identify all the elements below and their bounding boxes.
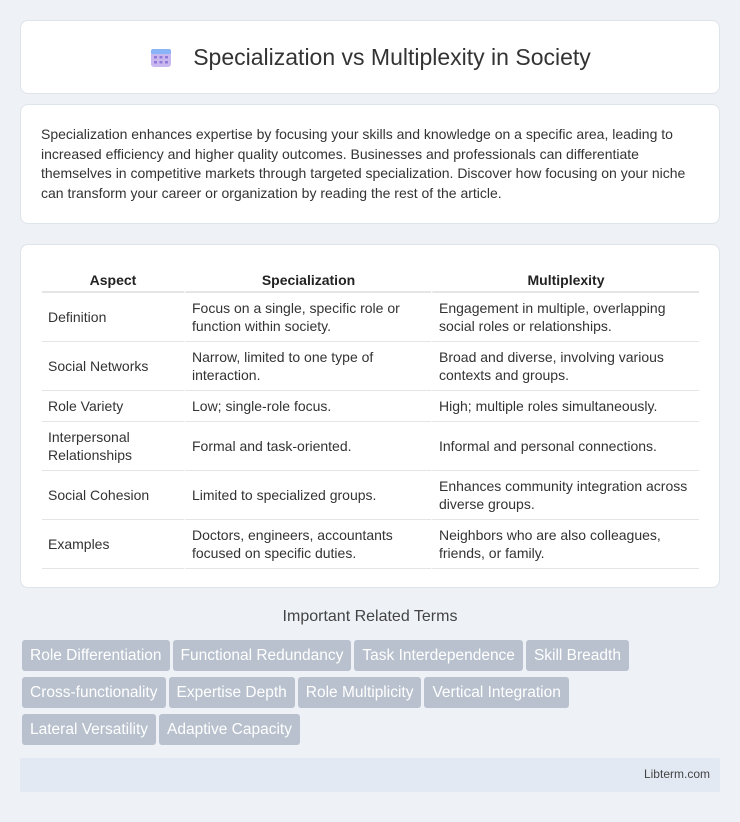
cell-multiplexity: High; multiple roles simultaneously. xyxy=(431,391,699,422)
cell-aspect: Interpersonal Relationships xyxy=(42,422,184,471)
related-term-tag[interactable]: Skill Breadth xyxy=(526,640,629,671)
related-term-tag[interactable]: Task Interdependence xyxy=(354,640,523,671)
footer-site-link[interactable]: Libterm.com xyxy=(643,767,710,781)
cell-specialization: Focus on a single, specific role or function within society. xyxy=(184,293,431,342)
table-row xyxy=(42,391,699,422)
cell-specialization: Low; single-role focus. xyxy=(184,391,431,422)
related-term-tag[interactable]: Expertise Depth xyxy=(169,677,295,708)
table-header-row xyxy=(42,265,699,293)
comparison-table xyxy=(42,265,699,569)
header-multiplexity: Multiplexity xyxy=(431,265,699,293)
table-row xyxy=(42,293,699,342)
footer xyxy=(20,758,720,792)
page-title: Specialization vs Multiplexity in Society xyxy=(193,43,591,70)
related-term-tag[interactable]: Lateral Versatility xyxy=(22,714,156,745)
table-row xyxy=(42,422,699,471)
cell-aspect: Definition xyxy=(42,293,184,342)
table-row xyxy=(42,471,699,520)
related-terms-list xyxy=(22,640,722,751)
related-term-tag[interactable]: Cross-functionality xyxy=(22,677,166,708)
intro-text: Specialization enhances expertise by focusing your skills and knowledge on a specific area, leading to increased efficiency and higher quality outcomes. Businesses and professionals can differentiate themselves in competitive markets through targeted specialization. Discover how focusing on your niche can transform your career or organization by reading the rest of the article. xyxy=(41,126,686,201)
cell-specialization: Limited to specialized groups. xyxy=(184,471,431,520)
related-term-tag[interactable]: Functional Redundancy xyxy=(173,640,352,671)
cell-aspect: Social Cohesion xyxy=(42,471,184,520)
cell-multiplexity: Informal and personal connections. xyxy=(431,422,699,471)
related-term-tag[interactable]: Role Multiplicity xyxy=(298,677,422,708)
related-terms-title: Important Related Terms xyxy=(282,608,458,625)
cell-multiplexity: Engagement in multiple, overlapping social roles or relationships. xyxy=(431,293,699,342)
comparison-card xyxy=(20,244,720,588)
cell-multiplexity: Neighbors who are also colleagues, friends, or family. xyxy=(431,520,699,569)
cell-multiplexity: Enhances community integration across diverse groups. xyxy=(431,471,699,520)
cell-multiplexity: Broad and diverse, involving various contexts and groups. xyxy=(431,342,699,391)
cell-specialization: Narrow, limited to one type of interaction. xyxy=(184,342,431,391)
header-specialization: Specialization xyxy=(184,265,431,293)
header-card xyxy=(20,20,720,94)
related-term-tag[interactable]: Role Differentiation xyxy=(22,640,170,671)
cell-aspect: Examples xyxy=(42,520,184,569)
header-aspect: Aspect xyxy=(42,265,184,293)
cell-specialization: Formal and task-oriented. xyxy=(184,422,431,471)
table-row xyxy=(42,342,699,391)
intro-card xyxy=(20,104,720,224)
cell-specialization: Doctors, engineers, accountants focused on specific duties. xyxy=(184,520,431,569)
table-row xyxy=(42,520,699,569)
cell-aspect: Social Networks xyxy=(42,342,184,391)
calendar-icon xyxy=(149,45,173,69)
cell-aspect: Role Variety xyxy=(42,391,184,422)
related-term-tag[interactable]: Vertical Integration xyxy=(424,677,568,708)
related-term-tag[interactable]: Adaptive Capacity xyxy=(159,714,300,745)
